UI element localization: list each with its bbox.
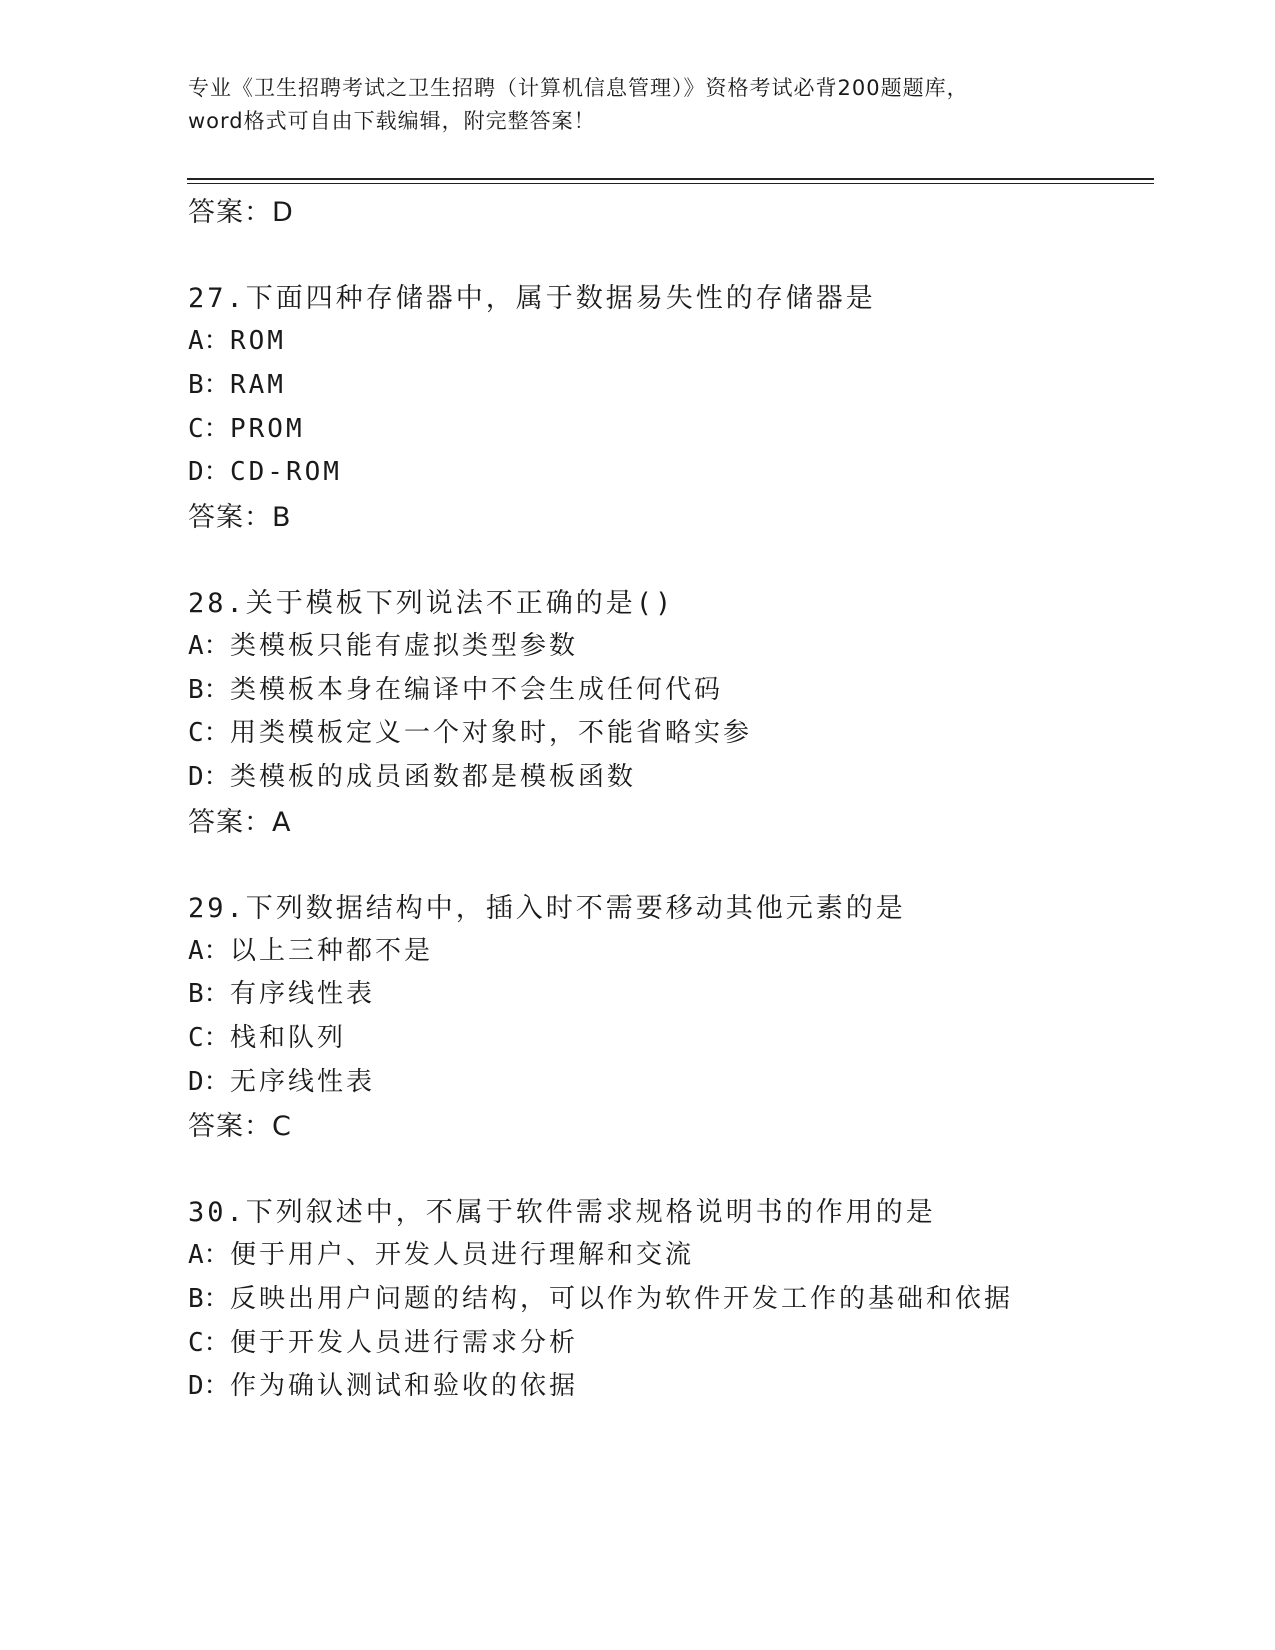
option-d [188, 1061, 375, 1098]
option-label: C： [188, 414, 230, 444]
document-header [188, 72, 1088, 138]
option-a [188, 625, 578, 662]
option-c [188, 1322, 578, 1359]
option-d [188, 756, 636, 793]
header-divider [187, 178, 1154, 180]
option-a [188, 320, 286, 357]
option-text: 类模板本身在编译中不会生成任何代码 [230, 675, 724, 705]
question-stem: 30.下列叙述中，不属于软件需求规格说明书的作用的是 [188, 1197, 936, 1228]
option-b [188, 364, 286, 401]
question-stem: 28.关于模板下列说法不正确的是() [188, 588, 675, 619]
option-a [188, 930, 433, 967]
option-text: 以上三种都不是 [230, 936, 434, 966]
option-label: B： [188, 979, 230, 1009]
option-text: 反映出用户问题的结构，可以作为软件开发工作的基础和依据 [230, 1284, 1014, 1314]
option-text: RAM [230, 370, 286, 400]
option-d [188, 1365, 578, 1402]
header-line-2: word格式可自由下载编辑，附完整答案！ [188, 109, 596, 133]
option-text: 有序线性表 [230, 979, 376, 1009]
option-text: 便于用户、开发人员进行理解和交流 [230, 1240, 695, 1270]
answer-line: 答案：B [188, 502, 292, 533]
option-text: 便于开发人员进行需求分析 [230, 1328, 579, 1358]
option-label: B： [188, 370, 230, 400]
answer-line: 答案：D [188, 197, 294, 228]
option-label: D： [188, 1371, 230, 1401]
option-text: 无序线性表 [230, 1067, 376, 1097]
option-c [188, 408, 305, 445]
option-text: 用类模板定义一个对象时，不能省略实参 [230, 718, 753, 748]
option-b [188, 973, 375, 1010]
option-label: A： [188, 631, 230, 661]
option-label: D： [188, 1067, 230, 1097]
option-text: PROM [230, 414, 305, 444]
option-label: B： [188, 1284, 230, 1314]
option-label: A： [188, 1240, 230, 1270]
option-b [188, 669, 723, 706]
option-c [188, 1017, 346, 1054]
option-text: 类模板的成员函数都是模板函数 [230, 762, 637, 792]
answer-line: 答案：A [188, 807, 292, 838]
header-divider-thin [187, 183, 1154, 184]
option-text: CD-ROM [230, 457, 342, 487]
option-d [188, 451, 342, 488]
option-label: D： [188, 762, 230, 792]
option-label: A： [188, 936, 230, 966]
header-line-1: 专业《卫生招聘考试之卫生招聘（计算机信息管理）》资格考试必背200题题库， [188, 76, 969, 100]
option-text: 类模板只能有虚拟类型参数 [230, 631, 579, 661]
question-stem: 27.下面四种存储器中，属于数据易失性的存储器是 [188, 283, 876, 314]
option-b [188, 1278, 1013, 1315]
option-label: C： [188, 1328, 230, 1358]
question-stem: 29.下列数据结构中，插入时不需要移动其他元素的是 [188, 893, 906, 924]
answer-line: 答案：C [188, 1111, 292, 1142]
option-text: ROM [230, 326, 286, 356]
option-text: 作为确认测试和验收的依据 [230, 1371, 579, 1401]
option-label: C： [188, 1023, 230, 1053]
option-label: D： [188, 457, 230, 487]
option-a [188, 1234, 694, 1271]
option-text: 栈和队列 [230, 1023, 347, 1053]
option-label: A： [188, 326, 230, 356]
option-label: C： [188, 718, 230, 748]
option-label: B： [188, 675, 230, 705]
option-c [188, 712, 752, 749]
